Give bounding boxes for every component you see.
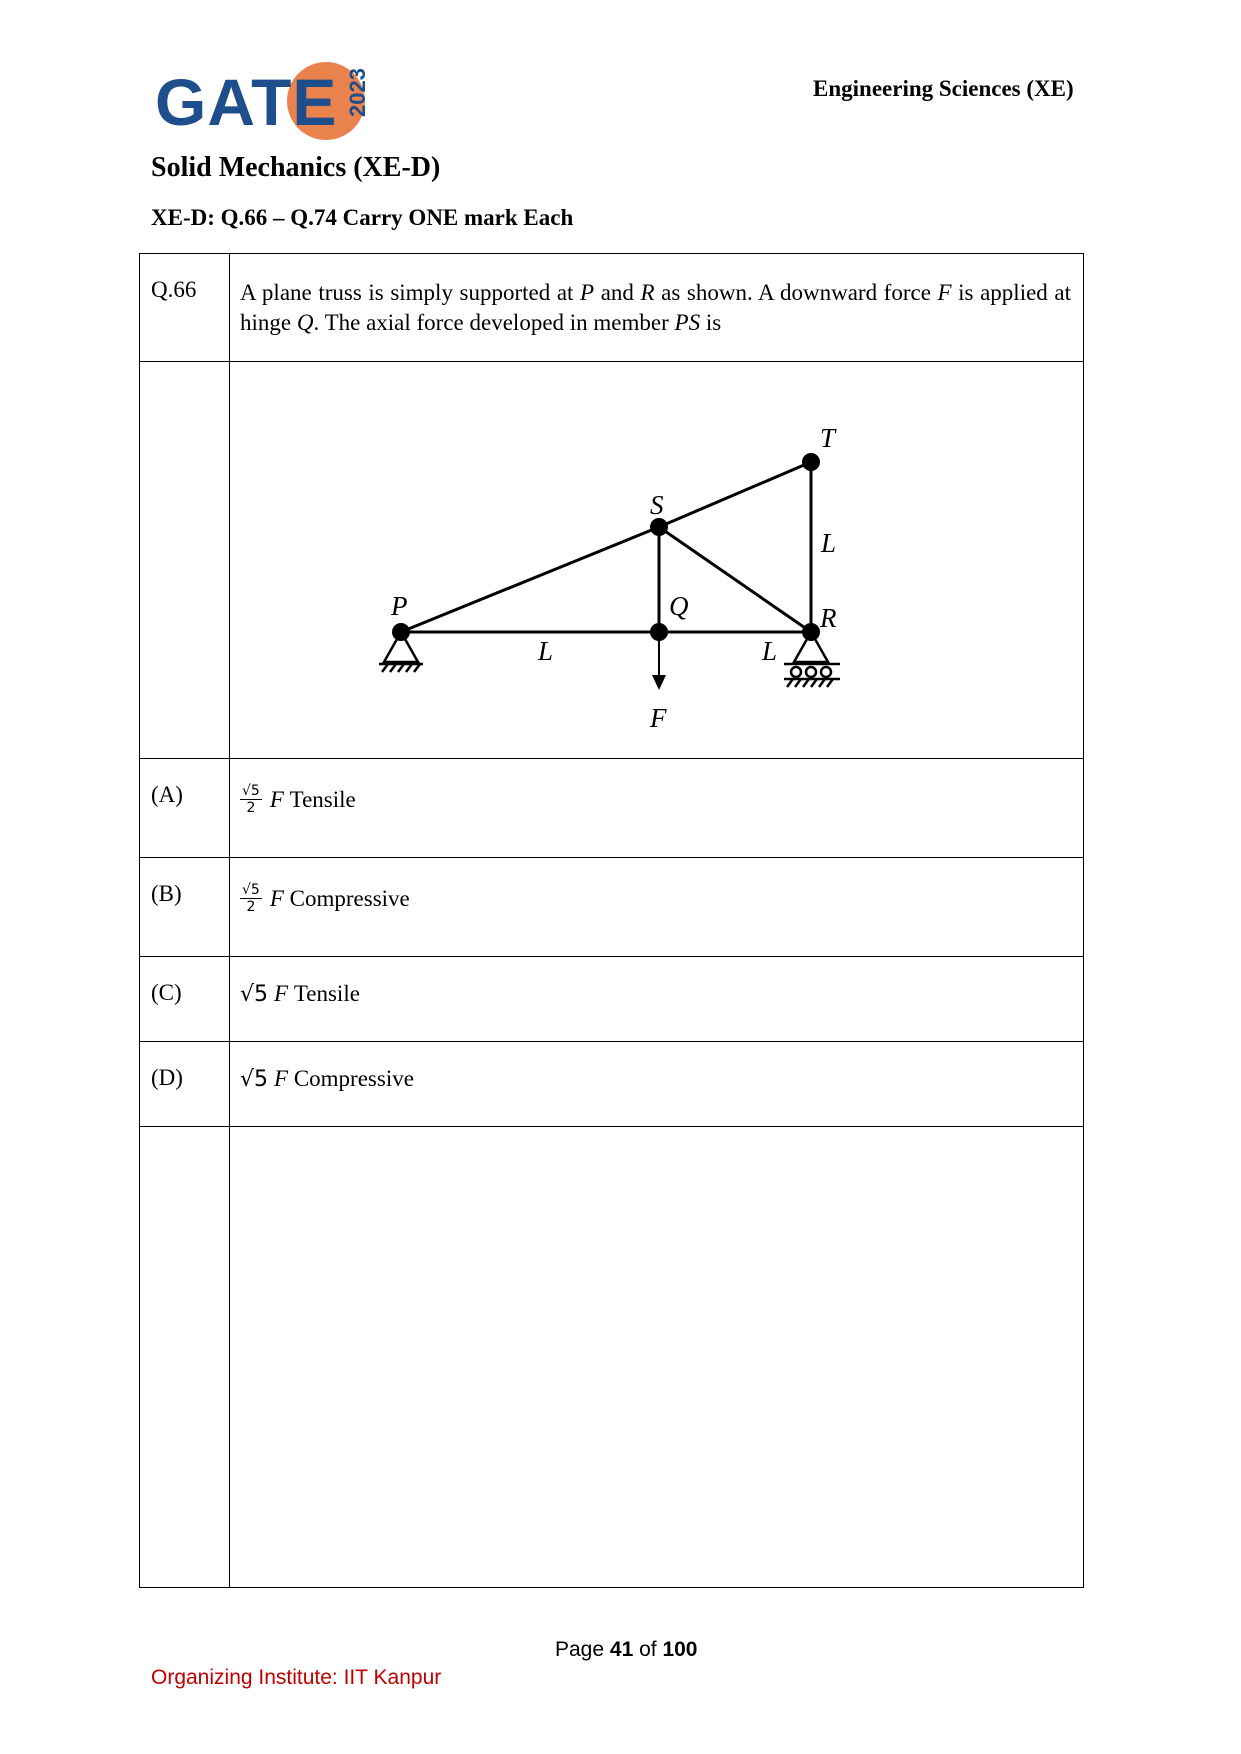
label-T: T — [820, 423, 836, 453]
label-R: R — [820, 603, 837, 633]
section-title: Solid Mechanics (XE-D) — [151, 152, 441, 183]
page-number: Page 41 of 100 — [555, 1638, 698, 1661]
node-T — [802, 453, 820, 471]
option-text: $\frac{√5}{2}$ F Tensile — [242, 783, 356, 816]
option-label: (C) — [151, 980, 182, 1005]
force-label: F — [650, 703, 667, 733]
option-text: √5 F Tensile — [240, 981, 360, 1007]
fraction: $\frac{√5}{2}$ — [242, 882, 260, 915]
question-row — [140, 254, 1083, 362]
logo-year: 2023 — [345, 68, 370, 117]
label-Q: Q — [669, 591, 689, 621]
question-text: A plane truss is simply supported at P and R as shown. A downward force F is applied at hinge Q. The axial force developed in member PS is — [240, 280, 1071, 335]
node-R — [802, 623, 820, 641]
option-row-d[interactable] — [140, 1042, 1083, 1127]
member-ST — [659, 462, 811, 527]
option-row-c[interactable] — [140, 957, 1083, 1042]
node-S — [650, 518, 668, 536]
length-label-TR: L — [821, 528, 837, 558]
option-label: (A) — [151, 782, 183, 807]
gate-logo — [155, 58, 375, 148]
diagram-row — [140, 362, 1083, 759]
option-label: (D) — [151, 1065, 183, 1090]
option-row-b[interactable] — [140, 858, 1083, 957]
label-S: S — [650, 490, 664, 520]
force-arrow-head — [652, 675, 666, 690]
length-label-PQ: L — [538, 636, 554, 666]
length-label-QR: L — [762, 636, 778, 666]
question-table — [139, 253, 1084, 1588]
empty-row — [140, 1127, 1083, 1587]
question-number: Q.66 — [151, 277, 197, 302]
option-label: (B) — [151, 881, 182, 906]
organizer-footer: Organizing Institute: IIT Kanpur — [151, 1666, 442, 1689]
label-P: P — [391, 591, 408, 621]
option-row-a[interactable] — [140, 759, 1083, 858]
exam-name: Engineering Sciences (XE) — [813, 76, 1074, 101]
logo-text: GATE — [155, 65, 338, 139]
subsection-title: XE-D: Q.66 – Q.74 Carry ONE mark Each — [151, 205, 574, 230]
node-P — [392, 623, 410, 641]
fraction: $\frac{√5}{2}$ — [242, 783, 260, 816]
option-text: $\frac{√5}{2}$ F Compressive — [242, 882, 410, 915]
node-Q — [650, 623, 668, 641]
member-PS — [401, 527, 659, 632]
option-text: √5 F Compressive — [240, 1066, 414, 1092]
truss-diagram — [229, 362, 1084, 758]
